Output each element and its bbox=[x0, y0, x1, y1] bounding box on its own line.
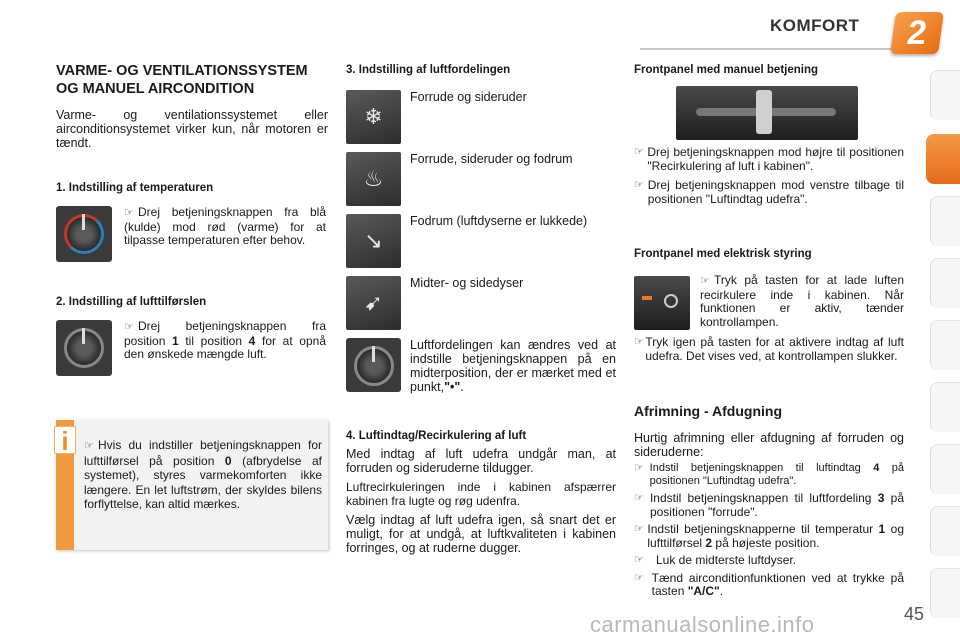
header-divider bbox=[640, 48, 900, 50]
info-icon: i bbox=[54, 426, 76, 454]
manual-step: Drej betjeningsknappen mod højre til positionen "Recirkulering af luft i kabinen". bbox=[647, 145, 904, 173]
ac-button-label: "A/C" bbox=[687, 584, 720, 598]
distribution-knob-image bbox=[346, 338, 401, 392]
chapter-tabs bbox=[926, 60, 960, 620]
defrost-step-text: Indstil betjeningsknappen til luftindtag bbox=[649, 462, 874, 474]
page-title: VARME- OG VENTILATIONSSYSTEM OG MANUEL AIRCONDITION bbox=[56, 63, 308, 97]
bullet-icon: ☞ bbox=[84, 440, 94, 452]
chapter-badge: 2 bbox=[890, 12, 944, 54]
defrost-intro: Hurtig afrimning eller afdugning af forruden og sideruderne: bbox=[634, 431, 904, 459]
column-left bbox=[56, 62, 328, 150]
distribution-explanation bbox=[410, 338, 616, 394]
distribution-option: Midter- og sidedyser bbox=[410, 276, 524, 290]
airflow-knob-image bbox=[56, 320, 112, 376]
section-title: KOMFORT bbox=[770, 16, 860, 35]
position-value: 1 bbox=[878, 522, 886, 536]
recirculation-heading: 4. Luftindtag/Recirkulering af luft bbox=[346, 430, 527, 442]
bullet-row bbox=[634, 492, 904, 519]
distribution-text: Luftfordelingen kan ændres ved at indstille betjeningsknappen på en midterposition, der er mærket med et punkt, bbox=[410, 338, 616, 394]
chapter-tab[interactable] bbox=[930, 320, 960, 370]
feet-icon: ↘ bbox=[346, 214, 401, 268]
chapter-tab[interactable] bbox=[930, 444, 960, 494]
chapter-tab[interactable] bbox=[930, 258, 960, 308]
bullet-row bbox=[634, 146, 904, 173]
bullet-icon: ☞ bbox=[634, 492, 644, 504]
chapter-tab[interactable] bbox=[930, 568, 960, 618]
manual-instruction bbox=[634, 146, 904, 206]
position-value: 1 bbox=[172, 333, 179, 348]
dial-marker-icon bbox=[372, 346, 375, 362]
defrost-step-text: på højeste position. bbox=[712, 535, 820, 550]
bullet-icon: ☞ bbox=[634, 554, 644, 566]
windscreen-feet-icon: ♨ bbox=[346, 152, 401, 206]
bullet-row bbox=[634, 179, 904, 206]
defrost-step-text: på positionen "Luftindtag udefra". bbox=[649, 462, 905, 487]
recirculation-paragraph: Med indtag af luft udefra undgår man, at forruden og sideruderne tildugger. bbox=[346, 447, 616, 475]
defrost-step-text: Indstil betjeningsknapperne til temperatur bbox=[647, 522, 879, 536]
chapter-tab[interactable] bbox=[930, 382, 960, 432]
info-text-part: (afbrydelse af systemet), styres varmekomforten ikke længere. En let luftstrøm, der skyldes bilens forflyttelse, kan altid mærkes. bbox=[84, 453, 322, 511]
defrost-step bbox=[652, 572, 904, 599]
recirculation-paragraph: Vælg indtag af luft udefra igen, så snart det er muligt, for at undgå, at luftkvaliteten i kabinen forringes, og at ruderne dugger. bbox=[346, 513, 616, 555]
electric-panel-heading: Frontpanel med elektrisk styring bbox=[634, 248, 812, 260]
distribution-option: Forrude og sideruder bbox=[410, 90, 527, 104]
defrost-section bbox=[634, 431, 904, 599]
dial-marker-icon bbox=[82, 214, 85, 230]
distribution-text: . bbox=[460, 380, 464, 394]
page-number: 45 bbox=[904, 604, 925, 624]
dot-marker: "•" bbox=[444, 380, 461, 394]
position-value: 2 bbox=[705, 535, 713, 550]
bullet-row bbox=[634, 462, 904, 488]
bullet-icon: ☞ bbox=[634, 523, 644, 535]
distribution-heading: 3. Indstilling af luftfordelingen bbox=[346, 64, 511, 76]
chapter-tab[interactable] bbox=[930, 70, 960, 120]
manual-panel-image bbox=[676, 86, 858, 140]
position-value: 4 bbox=[873, 462, 880, 474]
airflow-text: for at opnå den ønskede mængde luft. bbox=[124, 333, 326, 361]
chapter-tab[interactable] bbox=[930, 506, 960, 556]
info-text bbox=[84, 438, 322, 512]
intro-text: Varme- og ventilationssystemet eller airconditionsystemet virker kun, når motoren er tændt. bbox=[56, 108, 328, 150]
defrost-step-text: Tænd airconditionfunktionen ved at trykke på tasten bbox=[651, 570, 904, 598]
defrost-step bbox=[647, 523, 904, 550]
recirculation-text bbox=[346, 447, 616, 555]
electric-instruction bbox=[700, 274, 904, 329]
face-vents-icon: ➹ bbox=[346, 276, 401, 330]
info-text-part: Hvis du indstiller betjeningsknappen for lufttilførsel på position bbox=[84, 438, 322, 468]
defrost-step bbox=[650, 462, 904, 488]
temperature-text: Drej betjeningsknappen fra blå (kulde) mod rød (varme) for at tilpasse temperaturen efter behov. bbox=[124, 205, 326, 247]
distribution-option: Forrude, sideruder og fodrum bbox=[410, 152, 573, 166]
watermark: carmanualsonline.info bbox=[590, 612, 815, 637]
bullet-row bbox=[634, 336, 904, 363]
manual-panel-heading: Frontpanel med manuel betjening bbox=[634, 64, 819, 76]
bullet-icon: ☞ bbox=[634, 336, 644, 348]
electric-instruction bbox=[634, 336, 904, 363]
position-value: 4 bbox=[248, 333, 256, 348]
bullet-icon: ☞ bbox=[634, 146, 644, 158]
bullet-row bbox=[634, 572, 904, 599]
defrost-step-text: på positionen "forrude". bbox=[649, 491, 904, 519]
chapter-tab-active[interactable] bbox=[926, 134, 960, 184]
recirculation-paragraph: Luftrecirkuleringen inde i kabinen afspærrer kabinen fra lugte og røg udenfra. bbox=[346, 480, 616, 508]
airflow-instruction bbox=[124, 320, 326, 362]
position-value: 3 bbox=[877, 491, 885, 505]
defrost-step-text: Indstil betjeningsknappen til luftfordeling bbox=[649, 491, 878, 505]
manual-step: Drej betjeningsknappen mod venstre tilbage til positionen "Luftindtag udefra". bbox=[647, 178, 904, 206]
defrost-step bbox=[650, 492, 904, 519]
indicator-lamp bbox=[642, 296, 652, 300]
distribution-option: Fodrum (luftdyserne er lukkede) bbox=[410, 214, 588, 228]
temperature-instruction bbox=[124, 206, 326, 248]
airflow-text: Drej betjeningsknappen fra position bbox=[124, 319, 326, 348]
defrost-step-text: og lufttilførsel bbox=[647, 522, 905, 550]
dial-marker-icon bbox=[82, 328, 85, 344]
defrost-step-text: . bbox=[719, 584, 724, 598]
defrost-heading: Afrimning - Afdugning bbox=[634, 403, 782, 419]
bullet-icon: ☞ bbox=[634, 571, 644, 584]
bullet-row bbox=[634, 523, 904, 550]
bullet-icon: ☞ bbox=[124, 321, 134, 333]
defrost-windscreen-icon: ❄ bbox=[346, 90, 401, 144]
bullet-row bbox=[634, 554, 904, 568]
bullet-icon: ☞ bbox=[124, 207, 134, 219]
bullet-icon: ☞ bbox=[634, 179, 644, 191]
defrost-step: Luk de midterste luftdyser. bbox=[656, 553, 797, 567]
electric-step: Tryk på tasten for at lade luften recirkulere inde i kabinen. Når funktionen er aktiv, tænder kontrollampen. bbox=[700, 273, 904, 329]
bullet-icon: ☞ bbox=[700, 275, 710, 287]
slider-knob bbox=[756, 90, 772, 134]
airflow-text: til position bbox=[178, 333, 249, 348]
airflow-heading: 2. Indstilling af lufttilførslen bbox=[56, 296, 207, 308]
electric-step: Tryk igen på tasten for at aktivere indtag af luft udefra. Det vises ved, at kontrollampen slukker. bbox=[645, 335, 904, 363]
chapter-tab[interactable] bbox=[930, 196, 960, 246]
temperature-heading: 1. Indstilling af temperaturen bbox=[56, 182, 214, 194]
position-value: 0 bbox=[224, 453, 232, 468]
bullet-icon: ☞ bbox=[634, 462, 644, 474]
temperature-knob-image bbox=[56, 206, 112, 262]
recirculation-icon bbox=[664, 294, 678, 308]
recirculation-button-image bbox=[634, 276, 690, 330]
